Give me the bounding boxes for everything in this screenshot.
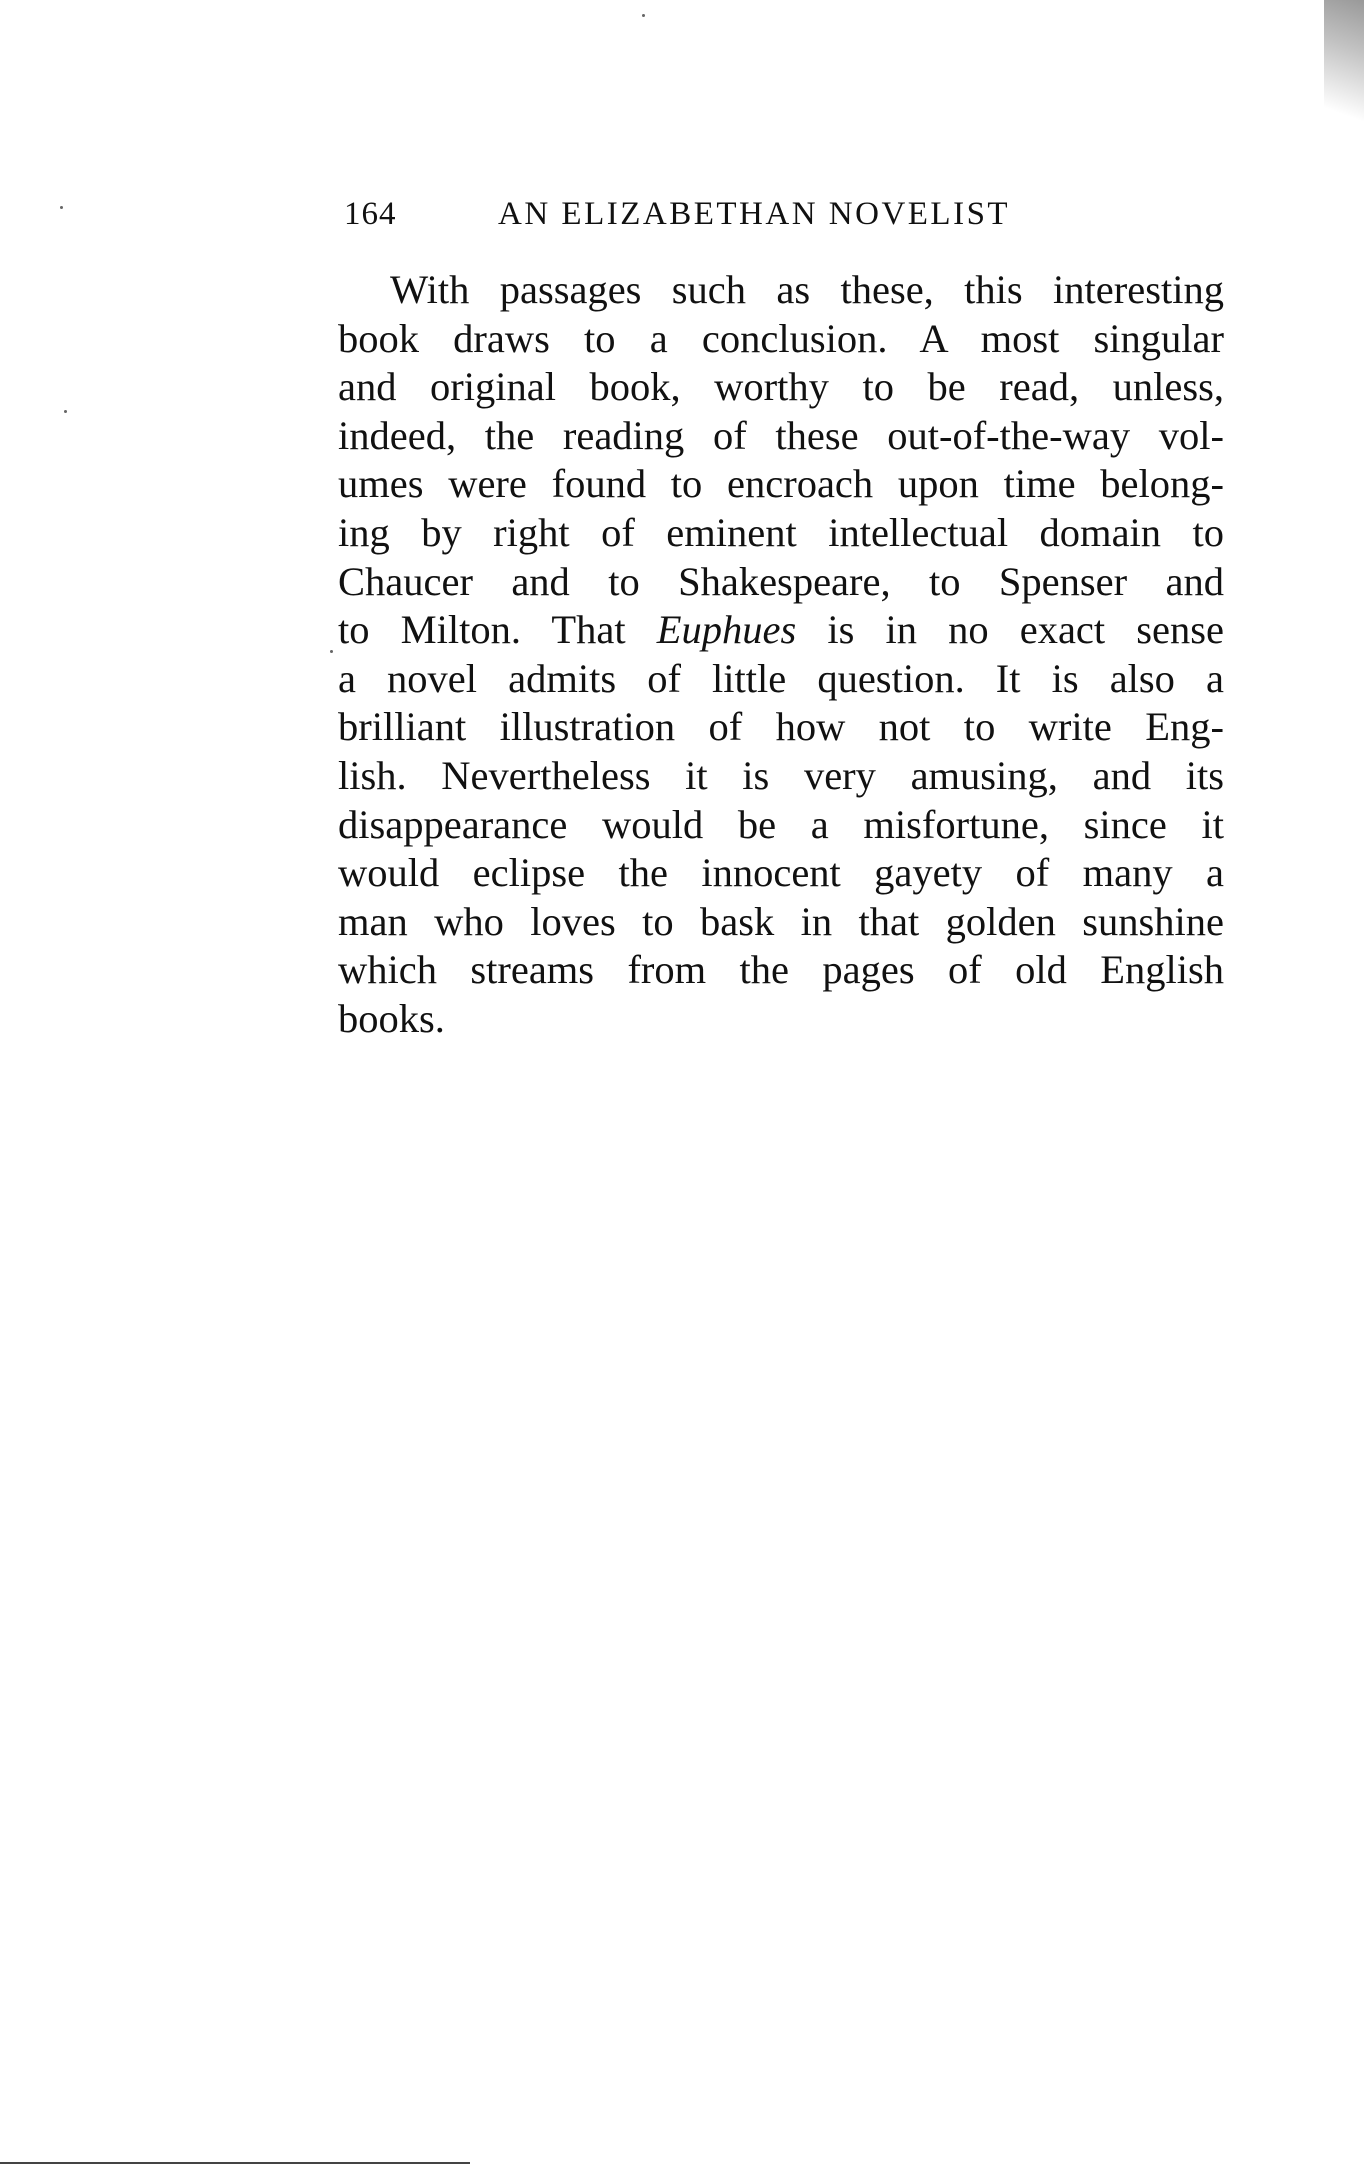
scan-edge-shadow <box>1324 0 1364 160</box>
text-line: indeed, the reading of these out-of-the-way vol- <box>338 412 1224 458</box>
text-line: would eclipse the innocent gayety of many a <box>338 850 1224 896</box>
text-line: ing by right of eminent intellectual domain to <box>338 509 1224 555</box>
page-number: 164 <box>344 196 397 232</box>
text-line: disappearance would be a misfortune, since it <box>338 801 1224 847</box>
text-fragment: to Milton. That <box>338 607 626 653</box>
text-line: umes were found to encroach upon time belong- <box>338 461 1224 507</box>
text-line: books. <box>338 995 445 1041</box>
page-header <box>344 196 1224 246</box>
body-paragraph <box>338 266 1224 1044</box>
scan-speck <box>64 410 67 413</box>
text-line: a novel admits of little question. It is also a <box>338 655 1224 701</box>
text-line: brilliant illustration of how not to write Eng- <box>338 704 1224 750</box>
running-title: AN ELIZABETHAN NOVELIST <box>498 196 1011 232</box>
text-line: and original book, worthy to be read, unless, <box>338 364 1224 410</box>
scan-speck <box>642 14 645 17</box>
text-line: which streams from the pages of old English <box>338 947 1224 993</box>
text-line: lish. Nevertheless it is very amusing, and its <box>338 752 1224 798</box>
scan-speck <box>60 206 63 209</box>
text-line <box>338 606 1224 655</box>
text-line: Chaucer and to Shakespeare, to Spenser and <box>338 558 1224 604</box>
text-line: With passages such as these, this interesting <box>390 267 1224 312</box>
italic-title-euphues: Euphues <box>656 607 797 653</box>
text-line: book draws to a conclusion. A most singular <box>338 315 1224 361</box>
scan-bottom-edge <box>0 2162 470 2164</box>
text-fragment: is in no exact sense <box>827 607 1225 653</box>
text-line: man who loves to bask in that golden sunshine <box>338 898 1224 944</box>
scan-speck <box>330 650 333 653</box>
